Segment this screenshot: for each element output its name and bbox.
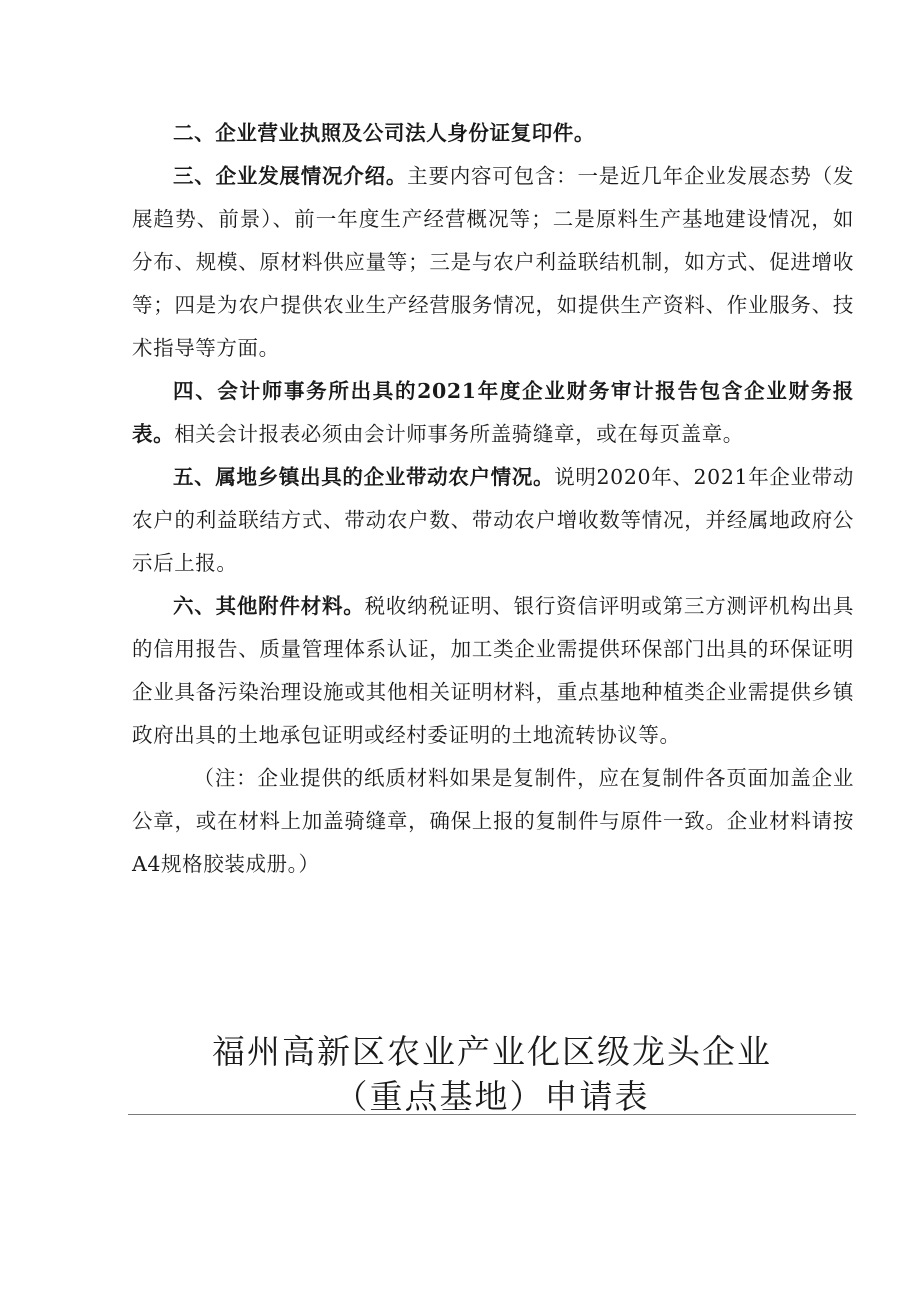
- form-title-line-2: （重点基地）申请表: [334, 1077, 650, 1116]
- item-heading: 二、企业营业执照及公司法人身份证复印件。: [173, 121, 595, 145]
- application-form-title: [128, 1029, 856, 1119]
- attachment-requirements: [132, 112, 854, 886]
- item-text: 税收纳税证明、银行资信评明或第三方测评机构出具的信用报告、质量管理体系认证，加工类企业需提供环保部门出具的环保证明企业具备污染治理设施或其他相关证明材料，重点基地种植类企业需提供乡镇政府出具的土地承包证明或经村委证明的土地流转协议等。: [132, 594, 854, 747]
- item-development-overview: [132, 155, 854, 370]
- item-other-attachments: [132, 585, 854, 757]
- item-audit-report: [132, 370, 854, 456]
- item-heading: 四、会计师事务所出具的2021年度企业财务审计报告包含企业财务报表。: [132, 379, 854, 446]
- item-farmer-linkage: [132, 456, 854, 585]
- form-title-line-1: 福州高新区农业产业化区级龙头企业: [212, 1032, 772, 1071]
- item-text: 说明2020年、2021年企业带动农户的利益联结方式、带动农户数、带动农户增收数等情况，并经属地政府公示后上报。: [132, 465, 854, 575]
- note-paragraph: （注：企业提供的纸质材料如果是复制件，应在复制件各页面加盖企业公章，或在材料上加盖骑缝章，确保上报的复制件与原件一致。企业材料请按A4规格胶装成册。）: [132, 766, 854, 876]
- item-heading: 三、企业发展情况介绍。: [173, 164, 408, 188]
- item-text: 相关会计报表必须由会计师事务所盖骑缝章，或在每页盖章。: [174, 422, 744, 446]
- item-heading: 六、其他附件材料。: [173, 594, 365, 618]
- title-underline-divider: [128, 1114, 856, 1115]
- item-text: 主要内容可包含：一是近几年企业发展态势（发展趋势、前景）、前一年度生产经营概况等；二是原料生产基地建设情况，如分布、规模、原材料供应量等；三是与农户利益联结机制，如方式、促进增收等；四是为农户提供农业生产经营服务情况，如提供生产资料、作业服务、技术指导等方面。: [132, 164, 854, 360]
- item-heading: 五、属地乡镇出具的企业带动农户情况。: [173, 465, 555, 489]
- item-business-license: [132, 112, 854, 155]
